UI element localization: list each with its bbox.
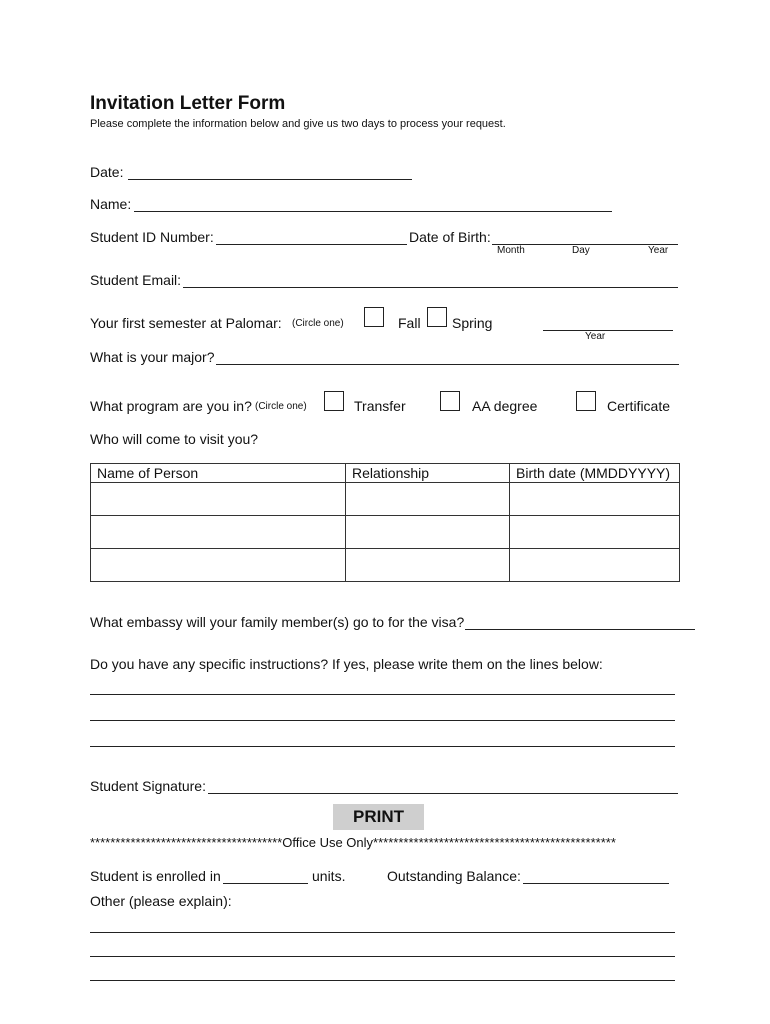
- embassy-label: What embassy will your family member(s) go to for the visa?: [90, 614, 465, 630]
- major-label: What is your major?: [90, 349, 215, 365]
- name-field[interactable]: [134, 197, 612, 212]
- semester-year-field[interactable]: [543, 316, 673, 331]
- date-field[interactable]: [128, 165, 412, 180]
- fall-checkbox[interactable]: [364, 307, 384, 327]
- instructions-label: Do you have any specific instructions? If yes, please write them on the lines below:: [90, 656, 603, 672]
- enrolled-label: Student is enrolled in: [90, 868, 221, 884]
- table-row: [91, 483, 680, 516]
- dob-field[interactable]: [492, 230, 678, 245]
- dob-label: Date of Birth:: [409, 229, 491, 245]
- balance-field[interactable]: [523, 869, 669, 884]
- email-field[interactable]: [183, 273, 678, 288]
- other-line-3[interactable]: [90, 966, 675, 981]
- transfer-option-label: Transfer: [354, 398, 406, 414]
- aa-degree-option-label: AA degree: [472, 398, 538, 414]
- table-row: [91, 516, 680, 549]
- signature-label: Student Signature:: [90, 778, 206, 794]
- table-cell[interactable]: [510, 483, 680, 516]
- signature-field[interactable]: [208, 779, 678, 794]
- email-label: Student Email:: [90, 272, 182, 288]
- instructions-line-1[interactable]: [90, 680, 675, 695]
- header-birth-date: Birth date (MMDDYYYY): [510, 464, 680, 483]
- program-label: What program are you in?: [90, 398, 252, 414]
- certificate-checkbox[interactable]: [576, 391, 596, 411]
- table-cell[interactable]: [510, 516, 680, 549]
- embassy-field[interactable]: [465, 615, 695, 630]
- table-cell[interactable]: [91, 516, 346, 549]
- table-header-row: [91, 464, 680, 483]
- header-name-of-person: Name of Person: [91, 464, 346, 483]
- aa-degree-checkbox[interactable]: [440, 391, 460, 411]
- semester-label: Your first semester at Palomar:: [90, 315, 282, 331]
- student-id-label: Student ID Number:: [90, 229, 214, 245]
- major-field[interactable]: [216, 350, 679, 365]
- dob-year-caption: Year: [648, 245, 669, 256]
- semester-year-caption: Year: [585, 331, 606, 342]
- header-relationship: Relationship: [346, 464, 510, 483]
- transfer-checkbox[interactable]: [324, 391, 344, 411]
- other-line-1[interactable]: [90, 918, 675, 933]
- date-label: Date:: [90, 164, 124, 180]
- other-line-2[interactable]: [90, 942, 675, 957]
- table-cell[interactable]: [91, 483, 346, 516]
- spring-checkbox[interactable]: [427, 307, 447, 327]
- instructions-line-2[interactable]: [90, 706, 675, 721]
- table-cell[interactable]: [510, 549, 680, 582]
- program-note: (Circle one): [255, 401, 307, 412]
- table-cell[interactable]: [346, 516, 510, 549]
- units-field[interactable]: [223, 869, 308, 884]
- fall-option-label: Fall: [398, 315, 421, 331]
- instructions-line-3[interactable]: [90, 732, 675, 747]
- office-use-divider: **************************************Office Use Only************************************************: [90, 835, 616, 850]
- name-label: Name:: [90, 196, 132, 212]
- certificate-option-label: Certificate: [607, 398, 671, 414]
- visitors-table: [90, 463, 680, 582]
- dob-month-caption: Month: [497, 245, 525, 256]
- table-row: [91, 549, 680, 582]
- table-cell[interactable]: [346, 549, 510, 582]
- semester-note: (Circle one): [292, 318, 344, 329]
- spring-option-label: Spring: [452, 315, 493, 331]
- page-title: Invitation Letter Form: [90, 93, 286, 114]
- print-button[interactable]: PRINT: [333, 804, 424, 830]
- visitors-label: Who will come to visit you?: [90, 431, 259, 447]
- units-label: units.: [312, 868, 346, 884]
- page-subtitle: Please complete the information below and give us two days to process your request.: [90, 118, 506, 130]
- student-id-field[interactable]: [216, 230, 407, 245]
- balance-label: Outstanding Balance:: [387, 868, 521, 884]
- other-label: Other (please explain):: [90, 893, 232, 909]
- table-cell[interactable]: [91, 549, 346, 582]
- table-cell[interactable]: [346, 483, 510, 516]
- dob-day-caption: Day: [572, 245, 590, 256]
